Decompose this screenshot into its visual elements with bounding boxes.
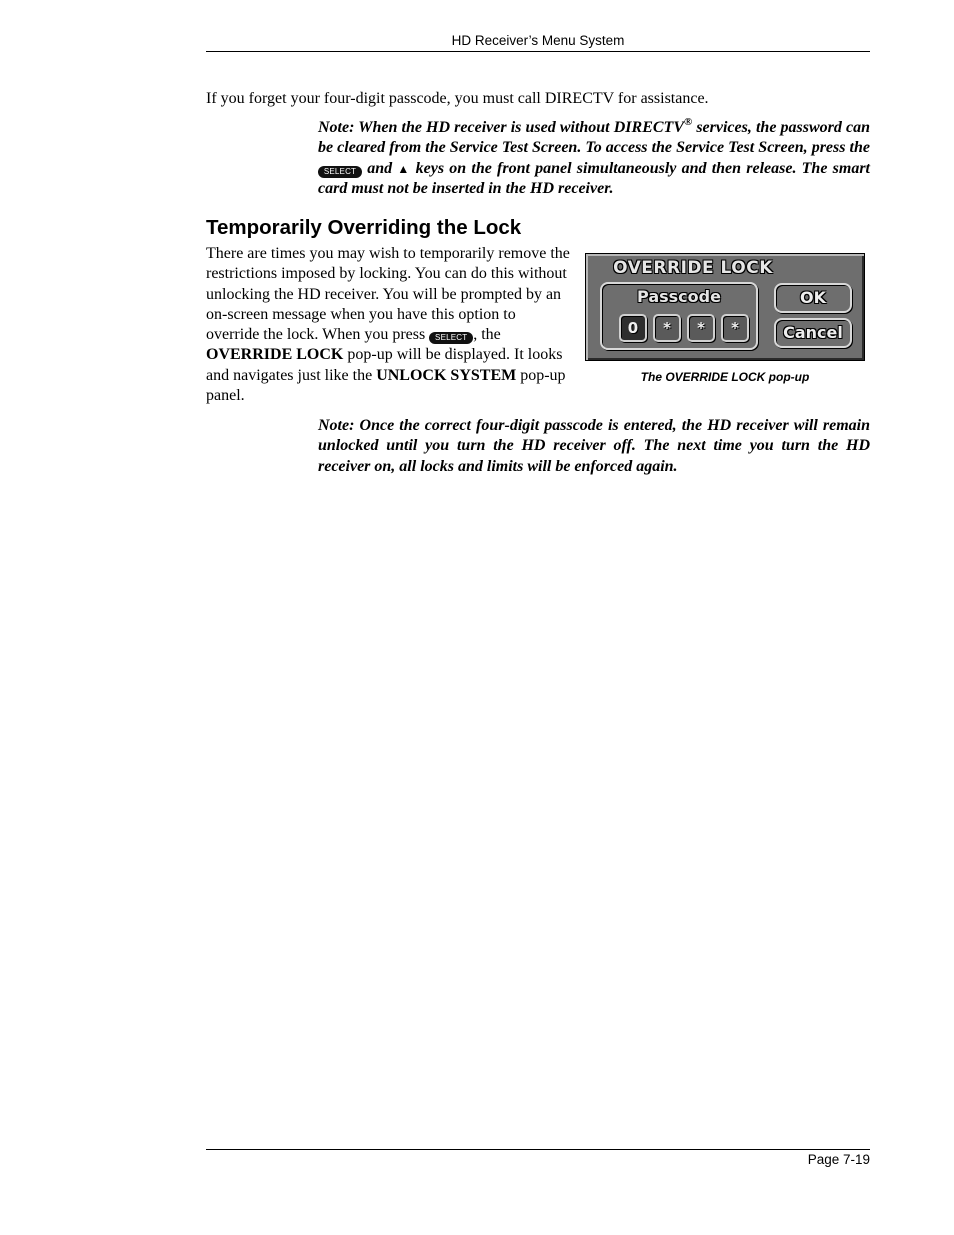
cancel-button[interactable]: Cancel xyxy=(774,318,852,348)
note-unlock-duration: Note: Once the correct four-digit passcode is entered, the HD receiver will remain unlocked until you turn the HD receiver off. The next time you turn the HD receiver on, all locks and limits will be enforced again. xyxy=(318,417,870,475)
override-lock-term: OVERRIDE LOCK xyxy=(206,346,344,364)
note1-text-2: services, the password can be cleared from the Service Test Screen. To access the Service Test Screen, press the xyxy=(318,119,871,157)
passcode-group xyxy=(600,282,758,350)
figure-caption: The OVERRIDE LOCK pop-up xyxy=(640,370,810,384)
passcode-digit-1[interactable]: 0 xyxy=(619,314,647,342)
override-text-1: There are times you may wish to temporarily remove the restrictions imposed by locking. You can do this without unlocking the HD receiver. You will be prompted by an on-screen message when you have this option to override the lock. When you press xyxy=(206,245,570,344)
running-header: HD Receiver’s Menu System xyxy=(451,33,625,48)
select-key-icon: SELECT xyxy=(429,332,473,344)
passcode-label: Passcode xyxy=(637,287,721,306)
note1-text-3: and xyxy=(362,159,398,177)
passcode-digits xyxy=(619,314,749,342)
footer-rule xyxy=(206,1149,870,1150)
popup-title: OVERRIDE LOCK xyxy=(613,258,773,278)
passcode-digit-4[interactable]: * xyxy=(721,314,749,342)
override-paragraph xyxy=(206,244,572,406)
passcode-digit-3[interactable]: * xyxy=(687,314,715,342)
note1-text-4: keys on the front panel simultaneously and then release. The smart card must not be inserted in the HD receiver. xyxy=(318,159,870,197)
note-passcode-reset xyxy=(318,118,870,199)
page-number: Page 7-19 xyxy=(807,1152,870,1167)
passcode-digit-2[interactable]: * xyxy=(653,314,681,342)
override-text-2: , the xyxy=(473,326,501,344)
note1-text-1: Note: When the HD receiver is used without DIRECTV xyxy=(318,119,684,136)
override-text-4: pop-up panel. xyxy=(206,366,566,405)
select-key-icon: SELECT xyxy=(318,166,362,178)
unlock-system-term: UNLOCK SYSTEM xyxy=(376,366,517,384)
up-arrow-icon: ▲ xyxy=(397,161,411,176)
registered-mark: ® xyxy=(684,116,693,128)
ok-button[interactable]: OK xyxy=(774,283,852,313)
header-rule xyxy=(206,51,870,52)
override-lock-popup xyxy=(585,253,865,361)
intro-paragraph: If you forget your four-digit passcode, you must call DIRECTV for assistance. xyxy=(206,90,709,107)
section-heading: Temporarily Overriding the Lock xyxy=(206,216,522,239)
override-text-3: pop-up will be displayed. It looks and navigates just like the xyxy=(206,346,563,384)
